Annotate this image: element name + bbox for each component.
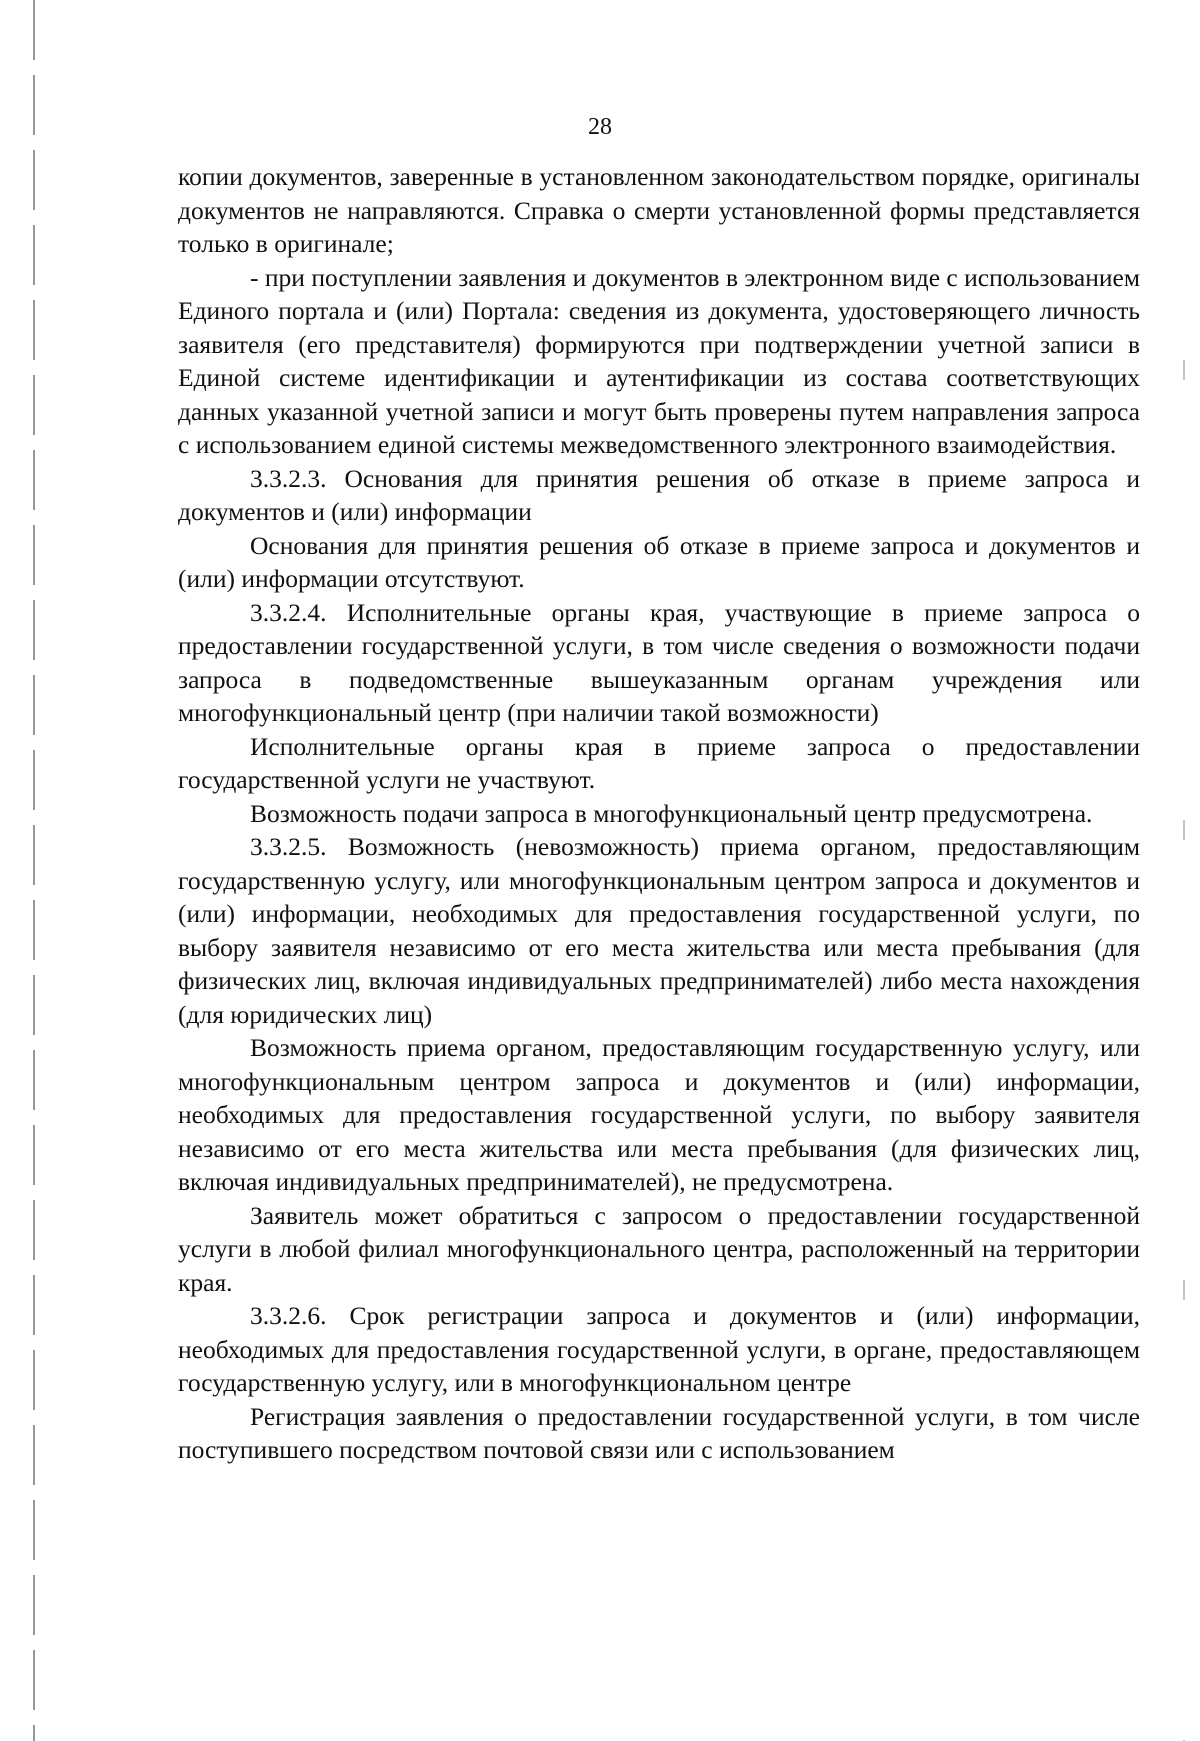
paragraph: Исполнительные органы края в приеме запроса о предоставлении государственной услуги не участвуют. (178, 731, 1140, 794)
paragraph: Возможность приема органом, предоставляющим государственную услугу, или многофункциональным центром запроса и документов и (или) информации, необходимых для предоставления государственной услуги, по выбору заявителя независимо от его места жительства или места пребывания (для физических лиц, включая индивидуальных предпринимателей), не предусмотрена. (178, 1033, 1140, 1196)
document-body (178, 160, 1140, 1467)
section-heading-3-3-2-6: 3.3.2.6. Срок регистрации запроса и документов и (или) информации, необходимых для предоставления государственной услуги, в органе, предоставляющем государственную услугу, или в многофункциональном центре (178, 1301, 1140, 1397)
paragraph: копии документов, заверенные в установленном законодательством порядке, оригиналы документов не направляются. Справка о смерти установленной формы представляется только в оригинале; (178, 162, 1140, 258)
section-heading-3-3-2-5: 3.3.2.5. Возможность (невозможность) приема органом, предоставляющим государственную услугу, или многофункциональным центром запроса и документов и (или) информации, необходимых для предоставления государственной услуги, по выбору заявителя независимо от его места жительства или места пребывания (для физических лиц, включая индивидуальных предпринимателей) либо места нахождения (для юридических лиц) (178, 832, 1140, 1029)
paragraph: Регистрация заявления о предоставлении государственной услуги, в том числе поступившего посредством почтовой связи или с использованием (178, 1401, 1140, 1464)
paragraph: - при поступлении заявления и документов в электронном виде с использованием Единого портала и (или) Портала: сведения из документа, удостоверяющего личность заявителя (его представителя) формируются при подтверждении учетной записи в Единой системе идентификации и аутентификации из состава соответствующих данных указанной учетной записи и могут быть проверены путем направления запроса с использованием единой системы межведомственного электронного взаимодействия. (178, 262, 1140, 459)
paragraph: Заявитель может обратиться с запросом о предоставлении государственной услуги в любой филиал многофункционального центра, расположенный на территории края. (178, 1200, 1140, 1297)
section-heading-3-3-2-4: 3.3.2.4. Исполнительные органы края, участвующие в приеме запроса о предоставлении государственной услуги, в том числе сведения о возможности подачи запроса в подведомственные вышеуказанным органам учреждения или многофункциональный центр (при наличии такой возможности) (178, 597, 1140, 727)
scan-edge-right (1183, 0, 1185, 1741)
section-heading-3-3-2-3: 3.3.2.3. Основания для принятия решения об отказе в приеме запроса и документов и (или) информации (178, 463, 1140, 526)
paragraph: Возможность подачи запроса в многофункциональный центр предусмотрена. (250, 798, 1093, 828)
paragraph: Основания для принятия решения об отказе в приеме запроса и документов и (или) информации отсутствуют. (178, 530, 1140, 593)
scan-edge-left (33, 0, 35, 1741)
page-number: 28 (588, 114, 612, 140)
